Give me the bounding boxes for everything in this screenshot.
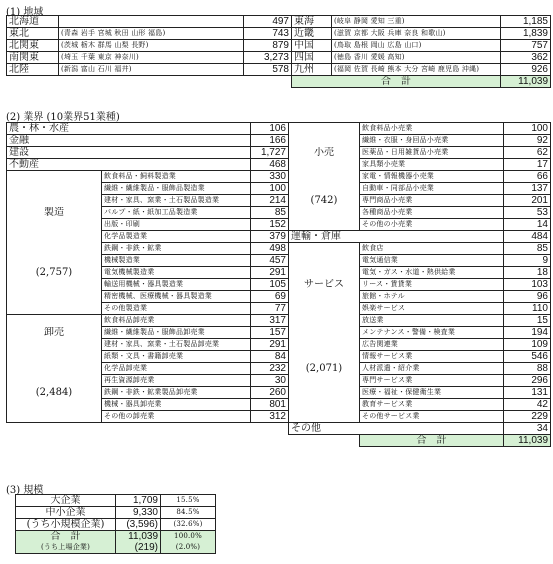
industry-count: 62 bbox=[504, 147, 551, 159]
region-name: 東海 bbox=[292, 16, 332, 28]
region-name: 四国 bbox=[292, 52, 332, 64]
industry-count: 291 bbox=[251, 267, 289, 279]
group-label bbox=[289, 303, 360, 315]
industry-count: 137 bbox=[504, 183, 551, 195]
industry-row bbox=[7, 135, 289, 147]
industry-row bbox=[7, 339, 289, 351]
region-count: 1,185 bbox=[501, 16, 551, 28]
total-label: 合 計 bbox=[292, 76, 501, 88]
industry-name: 飲食料品小売業 bbox=[360, 123, 504, 135]
industry-row bbox=[7, 147, 289, 159]
industry-count: 379 bbox=[251, 231, 289, 243]
industry-row bbox=[7, 171, 289, 183]
industry-count: 18 bbox=[504, 267, 551, 279]
region-prefectures: (埼玉 千葉 東京 神奈川) bbox=[59, 52, 244, 64]
industry-row bbox=[7, 279, 289, 291]
scale-count: 1,709 bbox=[116, 495, 161, 507]
region-prefectures: (岐阜 静岡 愛知 三重) bbox=[332, 16, 501, 28]
group-label bbox=[7, 399, 102, 411]
industry-name: 飲食店 bbox=[360, 243, 504, 255]
group-label bbox=[7, 195, 102, 207]
region-name: 南関東 bbox=[7, 52, 59, 64]
group-label: (2,757) bbox=[7, 267, 102, 279]
industry-row bbox=[7, 123, 289, 135]
group-label bbox=[289, 255, 360, 267]
industry-row bbox=[7, 231, 289, 243]
industry-count: 229 bbox=[504, 411, 551, 423]
industry-name: 電気機械製造業 bbox=[102, 267, 251, 279]
industry-row bbox=[289, 231, 551, 243]
industry-name: 運輸・倉庫 bbox=[289, 231, 504, 243]
industry-row bbox=[7, 387, 289, 399]
industry-name: 情報サービス業 bbox=[360, 351, 504, 363]
industry-name: 出版・印刷 bbox=[102, 219, 251, 231]
group-label bbox=[289, 183, 360, 195]
industry-count: 317 bbox=[251, 315, 289, 327]
industry-count: 34 bbox=[504, 423, 551, 435]
industry-row bbox=[289, 267, 551, 279]
industry-row bbox=[289, 399, 551, 411]
industry-row bbox=[289, 315, 551, 327]
scale-row bbox=[16, 507, 216, 519]
industry-count: 484 bbox=[504, 231, 551, 243]
industry-name: 鉄鋼・非鉄・鉱業 bbox=[102, 243, 251, 255]
industry-count: 69 bbox=[251, 291, 289, 303]
industry-count: 53 bbox=[504, 207, 551, 219]
region-prefectures bbox=[59, 16, 244, 28]
group-label bbox=[7, 291, 102, 303]
region-row bbox=[7, 40, 551, 52]
region-name: 近畿 bbox=[292, 28, 332, 40]
industry-name: その他 bbox=[289, 423, 504, 435]
industry-row bbox=[7, 411, 289, 423]
industry-row bbox=[7, 315, 289, 327]
industry-row bbox=[289, 279, 551, 291]
industry-count: 166 bbox=[251, 135, 289, 147]
industry-name: 不動産 bbox=[7, 159, 251, 171]
region-count: 3,273 bbox=[244, 52, 292, 64]
industry-count: 498 bbox=[251, 243, 289, 255]
industry-row bbox=[7, 207, 289, 219]
industry-row bbox=[7, 351, 289, 363]
group-label: (2,071) bbox=[289, 363, 360, 375]
industry-name: 専門サービス業 bbox=[360, 375, 504, 387]
industry-name: その他の卸売業 bbox=[102, 411, 251, 423]
group-label bbox=[289, 327, 360, 339]
group-label bbox=[289, 375, 360, 387]
group-label bbox=[7, 183, 102, 195]
group-label: 小売 bbox=[289, 147, 360, 159]
region-count: 578 bbox=[244, 64, 292, 76]
region-prefectures: (徳島 香川 愛媛 高知) bbox=[332, 52, 501, 64]
group-label bbox=[7, 243, 102, 255]
industry-count: 468 bbox=[251, 159, 289, 171]
group-label bbox=[7, 339, 102, 351]
industry-row bbox=[7, 243, 289, 255]
industry-name: 機械・器具卸売業 bbox=[102, 399, 251, 411]
region-row bbox=[7, 52, 551, 64]
industry-count: 214 bbox=[251, 195, 289, 207]
industry-row bbox=[289, 339, 551, 351]
group-label bbox=[289, 159, 360, 171]
industry-count: 85 bbox=[504, 243, 551, 255]
region-prefectures: (茨城 栃木 群馬 山梨 長野) bbox=[59, 40, 244, 52]
industry-count: 42 bbox=[504, 399, 551, 411]
industry-count: 546 bbox=[504, 351, 551, 363]
total-value: 11,039 bbox=[116, 531, 161, 543]
scale-count: 9,330 bbox=[116, 507, 161, 519]
listed-label: (うち上場企業) bbox=[16, 542, 116, 554]
industry-count: 194 bbox=[504, 327, 551, 339]
industry-name: 電気・ガス・水道・熱供給業 bbox=[360, 267, 504, 279]
group-label: (2,484) bbox=[7, 387, 102, 399]
industry-row bbox=[7, 195, 289, 207]
industry-name: 広告関連業 bbox=[360, 339, 504, 351]
industry-name: 各種商品小売業 bbox=[360, 207, 504, 219]
group-label: サービス bbox=[289, 279, 360, 291]
industry-count: 17 bbox=[504, 159, 551, 171]
scale-percent: 15.5% bbox=[161, 495, 216, 507]
scale-row bbox=[16, 519, 216, 531]
industry-name: 飲食料品・飼料製造業 bbox=[102, 171, 251, 183]
industry-row bbox=[7, 327, 289, 339]
industry-row bbox=[7, 267, 289, 279]
scale-percent: 84.5% bbox=[161, 507, 216, 519]
industry-name: 金融 bbox=[7, 135, 251, 147]
group-label: 製造 bbox=[7, 207, 102, 219]
industry-name: 飲食料品卸売業 bbox=[102, 315, 251, 327]
industry-count: 92 bbox=[504, 135, 551, 147]
scale-listed-row bbox=[16, 542, 216, 554]
industry-count: 260 bbox=[251, 387, 289, 399]
region-name: 北海道 bbox=[7, 16, 59, 28]
total-percent: 100.0% bbox=[161, 531, 216, 543]
industry-count: 100 bbox=[504, 123, 551, 135]
region-count: 879 bbox=[244, 40, 292, 52]
industry-count: 9 bbox=[504, 255, 551, 267]
region-count: 497 bbox=[244, 16, 292, 28]
industry-name: 旅館・ホテル bbox=[360, 291, 504, 303]
region-row bbox=[7, 16, 551, 28]
region-prefectures: (鳥取 島根 岡山 広島 山口) bbox=[332, 40, 501, 52]
industry-count: 801 bbox=[251, 399, 289, 411]
industry-name: 教育サービス業 bbox=[360, 399, 504, 411]
total-value: 11,039 bbox=[501, 76, 551, 88]
industry-row bbox=[289, 255, 551, 267]
region-count: 743 bbox=[244, 28, 292, 40]
industry-row bbox=[7, 183, 289, 195]
industry-name: 繊維・繊維製品・服飾品製造業 bbox=[102, 183, 251, 195]
listed-percent: (2.0%) bbox=[161, 542, 216, 554]
industry-count: 105 bbox=[251, 279, 289, 291]
region-name: 中国 bbox=[292, 40, 332, 52]
group-label bbox=[7, 315, 102, 327]
industry-name: パルプ・紙・紙加工品製造業 bbox=[102, 207, 251, 219]
region-name: 北陸 bbox=[7, 64, 59, 76]
industry-row bbox=[7, 255, 289, 267]
scale-table bbox=[15, 494, 216, 554]
industry-count: 232 bbox=[251, 363, 289, 375]
region-prefectures: (福岡 佐賀 長崎 熊本 大分 宮崎 鹿児島 沖縄) bbox=[332, 64, 501, 76]
industry-count: 330 bbox=[251, 171, 289, 183]
industry-name: 機械製造業 bbox=[102, 255, 251, 267]
industry-row bbox=[7, 399, 289, 411]
group-label bbox=[289, 243, 360, 255]
industry-count: 291 bbox=[251, 339, 289, 351]
industry-row bbox=[289, 327, 551, 339]
industry-count: 312 bbox=[251, 411, 289, 423]
section1-title: (1) 地域 bbox=[6, 7, 44, 18]
group-label bbox=[289, 123, 360, 135]
industry-count: 15 bbox=[504, 315, 551, 327]
region-name: 九州 bbox=[292, 64, 332, 76]
industry-row bbox=[7, 303, 289, 315]
total-label: 合 計 bbox=[16, 531, 116, 543]
group-label bbox=[289, 387, 360, 399]
group-label bbox=[289, 291, 360, 303]
industry-count: 109 bbox=[504, 339, 551, 351]
industry-name: 繊維・繊維製品・服飾品卸売業 bbox=[102, 327, 251, 339]
group-label bbox=[289, 171, 360, 183]
region-count: 1,839 bbox=[501, 28, 551, 40]
industry-count: 14 bbox=[504, 219, 551, 231]
industry-row bbox=[289, 243, 551, 255]
region-prefectures: (新潟 富山 石川 福井) bbox=[59, 64, 244, 76]
industry-count: 30 bbox=[251, 375, 289, 387]
industry-name: その他製造業 bbox=[102, 303, 251, 315]
group-label bbox=[7, 219, 102, 231]
industry-count: 88 bbox=[504, 363, 551, 375]
group-label bbox=[7, 255, 102, 267]
industry-name: 建材・家具、窯業・土石製品製造業 bbox=[102, 195, 251, 207]
group-label bbox=[7, 351, 102, 363]
industry-row bbox=[289, 195, 551, 207]
group-label bbox=[7, 363, 102, 375]
industry-name: 鉄鋼・非鉄・鉱業製品卸売業 bbox=[102, 387, 251, 399]
region-prefectures: (青森 岩手 宮城 秋田 山形 福島) bbox=[59, 28, 244, 40]
industry-name: 娯楽サービス bbox=[360, 303, 504, 315]
region-count: 362 bbox=[501, 52, 551, 64]
industry-count: 106 bbox=[251, 123, 289, 135]
total-label: 合 計 bbox=[360, 435, 504, 447]
group-label bbox=[7, 231, 102, 243]
industry-row bbox=[7, 291, 289, 303]
industry-name: 繊維・衣服・身回品小売業 bbox=[360, 135, 504, 147]
group-label bbox=[289, 267, 360, 279]
section2-title: (2) 業界 (10業界51業種) bbox=[6, 112, 120, 123]
industry-left-table bbox=[6, 122, 289, 423]
industry-row bbox=[289, 171, 551, 183]
industry-row bbox=[289, 159, 551, 171]
industry-name: リース・賃貸業 bbox=[360, 279, 504, 291]
group-label bbox=[7, 279, 102, 291]
industry-row bbox=[289, 423, 551, 435]
industry-row bbox=[289, 351, 551, 363]
region-row bbox=[7, 64, 551, 76]
industry-row bbox=[289, 135, 551, 147]
group-label bbox=[7, 375, 102, 387]
industry-row bbox=[289, 183, 551, 195]
group-label bbox=[289, 411, 360, 423]
scale-percent: (32.6%) bbox=[161, 519, 216, 531]
industry-name: 建材・家具、窯業・土石製品卸売業 bbox=[102, 339, 251, 351]
industry-row bbox=[7, 363, 289, 375]
industry-row bbox=[289, 411, 551, 423]
industry-row bbox=[289, 387, 551, 399]
group-label bbox=[289, 135, 360, 147]
listed-value: (219) bbox=[116, 542, 161, 554]
scale-name: (うち小規模企業) bbox=[16, 519, 116, 531]
industry-count: 296 bbox=[504, 375, 551, 387]
industry-count: 131 bbox=[504, 387, 551, 399]
industry-count: 77 bbox=[251, 303, 289, 315]
industry-count: 201 bbox=[504, 195, 551, 207]
region-count: 926 bbox=[501, 64, 551, 76]
industry-count: 110 bbox=[504, 303, 551, 315]
total-value: 11,039 bbox=[504, 435, 551, 447]
scale-total-row bbox=[16, 531, 216, 543]
industry-count: 66 bbox=[504, 171, 551, 183]
industry-count: 103 bbox=[504, 279, 551, 291]
region-table bbox=[6, 15, 551, 88]
industry-row bbox=[289, 147, 551, 159]
industry-name: 人材派遣・紹介業 bbox=[360, 363, 504, 375]
group-label bbox=[289, 399, 360, 411]
industry-name: 輸送用機械・器具製造業 bbox=[102, 279, 251, 291]
industry-count: 1,727 bbox=[251, 147, 289, 159]
scale-name: 大企業 bbox=[16, 495, 116, 507]
group-label bbox=[7, 303, 102, 315]
industry-total-row bbox=[289, 435, 551, 447]
blank-cell bbox=[289, 435, 360, 447]
industry-count: 152 bbox=[251, 219, 289, 231]
region-prefectures: (滋賀 京都 大阪 兵庫 奈良 和歌山) bbox=[332, 28, 501, 40]
industry-row bbox=[289, 291, 551, 303]
industry-row bbox=[289, 375, 551, 387]
industry-name: 再生資源卸売業 bbox=[102, 375, 251, 387]
group-label bbox=[289, 351, 360, 363]
industry-name: 家電・情報機器小売業 bbox=[360, 171, 504, 183]
scale-count: (3,596) bbox=[116, 519, 161, 531]
industry-name: 放送業 bbox=[360, 315, 504, 327]
industry-name: 電気通信業 bbox=[360, 255, 504, 267]
industry-row bbox=[7, 219, 289, 231]
section3-title: (3) 規模 bbox=[6, 485, 44, 496]
industry-name: 精密機械、医療機械・器具製造業 bbox=[102, 291, 251, 303]
industry-count: 96 bbox=[504, 291, 551, 303]
industry-name: 農・林・水産 bbox=[7, 123, 251, 135]
group-label bbox=[289, 219, 360, 231]
industry-count: 85 bbox=[251, 207, 289, 219]
industry-name: その他サービス業 bbox=[360, 411, 504, 423]
industry-name: メンテナンス・警備・検査業 bbox=[360, 327, 504, 339]
industry-name: その他の小売業 bbox=[360, 219, 504, 231]
group-label: (742) bbox=[289, 195, 360, 207]
industry-name: 家具類小売業 bbox=[360, 159, 504, 171]
blank-cell bbox=[7, 76, 292, 88]
scale-name: 中小企業 bbox=[16, 507, 116, 519]
industry-name: 自動車・同部品小売業 bbox=[360, 183, 504, 195]
industry-row bbox=[7, 159, 289, 171]
industry-count: 457 bbox=[251, 255, 289, 267]
group-label: 卸売 bbox=[7, 327, 102, 339]
group-label bbox=[289, 339, 360, 351]
industry-name: 医薬品・日用雑貨品小売業 bbox=[360, 147, 504, 159]
industry-count: 157 bbox=[251, 327, 289, 339]
industry-name: 紙類・文具・書籍卸売業 bbox=[102, 351, 251, 363]
region-row bbox=[7, 28, 551, 40]
industry-row bbox=[289, 363, 551, 375]
group-label bbox=[7, 171, 102, 183]
industry-row bbox=[289, 123, 551, 135]
industry-right-table bbox=[288, 122, 551, 447]
region-count: 757 bbox=[501, 40, 551, 52]
scale-row bbox=[16, 495, 216, 507]
industry-count: 84 bbox=[251, 351, 289, 363]
industry-name: 化学品製造業 bbox=[102, 231, 251, 243]
region-total-row bbox=[7, 76, 551, 88]
industry-name: 専門商品小売業 bbox=[360, 195, 504, 207]
industry-row bbox=[289, 303, 551, 315]
group-label bbox=[289, 315, 360, 327]
region-name: 北関東 bbox=[7, 40, 59, 52]
industry-row bbox=[7, 375, 289, 387]
industry-row bbox=[289, 207, 551, 219]
region-name: 東北 bbox=[7, 28, 59, 40]
industry-name: 化学品卸売業 bbox=[102, 363, 251, 375]
industry-row bbox=[289, 219, 551, 231]
group-label bbox=[7, 411, 102, 423]
industry-name: 建設 bbox=[7, 147, 251, 159]
industry-count: 100 bbox=[251, 183, 289, 195]
industry-name: 医療・福祉・保健衛生業 bbox=[360, 387, 504, 399]
group-label bbox=[289, 207, 360, 219]
